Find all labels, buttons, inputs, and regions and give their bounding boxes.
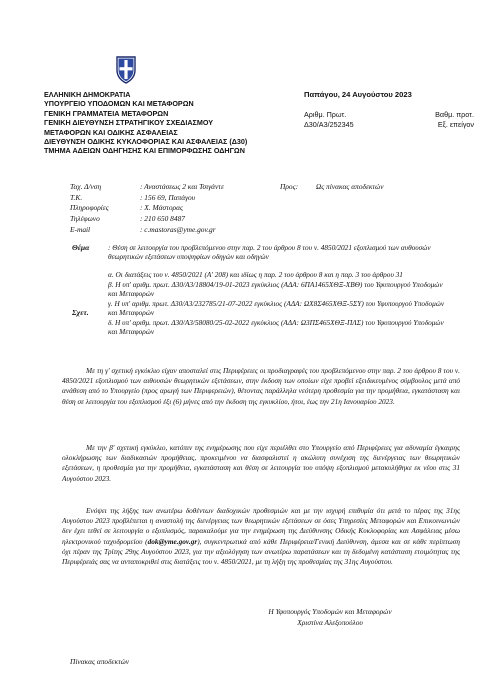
body-paragraph-2: Με την β' σχετική εγκύκλιο, κατόπιν της ενημέρωσης που είχε περιέλθει στο Υπουργείο από Περιφέρειες για αδυναμία έγκαιρης ολοκλήρωσης των διαδικασιών προμήθειας, προκειμένου να διασφαλιστεί η ακώλυτη συνέχιση της διενέργειας των θεωρητικών εξετάσεων, η προθεσμία για την προμήθεια, εγκατάσταση και θέση σε λειτουργία του υπόψη εξοπλισμού μετακυλήθηκε εκ νέου στις 31 Αυγούστου 2023. xyxy=(62,443,460,483)
reference-block xyxy=(304,110,474,130)
related-item: β. Η υπ' αριθμ. πρωτ. Δ30/Α3/18804/19-01-2023 εγκύκλιος (ΑΔΑ: 6ΠΑ1465ΧΘΞ-ΧΒΘ) του Υφυπουργού Υποδομών και Μεταφορών xyxy=(108,279,443,298)
ministry-line: ΓΕΝΙΚΗ ΔΙΕΥΘΥΝΣΗ ΣΤΡΑΤΗΓΙΚΟΥ ΣΧΕΔΙΑΣΜΟΥ xyxy=(44,118,213,128)
paragraph-text: ), συγκεντρωτικά από κάθε Περιφέρεια/Γενική Διεύθυνση, άμεσα και σε κάθε περίπτωση όχι πέραν της Τρίτης 29ης Αυγούστου 2023, για την αξιολόγηση των ανωτέρω παρατάσεων και τη δεδομένη κατάσταση ετοιμότητας της Περιφέρειάς σας να ανταποκριθεί στις διατάξεις του ν. 4850/2021, με τη λήξη της προθεσμίας της 31ης Αυγούστου. xyxy=(62,536,461,567)
contact-key: Ταχ. Δ/νση xyxy=(70,182,102,191)
protocol-label: Αριθμ. Πρωτ. xyxy=(304,110,347,119)
signature-block xyxy=(210,607,450,628)
ministry-line: ΥΠΟΥΡΓΕΙΟ ΥΠΟΔΟΜΩΝ ΚΑΙ ΜΕΤΑΦΟΡΩΝ xyxy=(44,99,194,109)
document-date: Παπάγου, 24 Αυγούστου 2023 xyxy=(304,90,412,99)
contact-key: Τηλέφωνο xyxy=(70,214,100,224)
subject-text: : Θέση σε λειτουργία του προβλεπόμενου στην παρ. 2 του άρθρου 8 του ν. 4850/2021 εξοπλισμού των αυθουσών θεωρητικών εξετάσεων υποψηφίων οδηγών και οδηγών xyxy=(108,243,431,262)
contact-row xyxy=(70,225,330,236)
related-item: δ. Η υπ' αριθμ. πρωτ. Δ30/Α3/58080/25-02-2022 εγκύκλιος (ΑΔΑ: Ω3ΠΣ465ΧΘΞ-ΠΛΣ) του Υφυπουργού Υποδομών και Μεταφορών xyxy=(108,317,444,336)
related-item: γ. Η υπ' αριθμ. πρωτ. Δ30/Α3/232785/21-07-2022 εγκύκλιος (ΑΔΑ: ΩΧ8Σ465ΧΘΞ-5ΣΥ) του Υφυπουργού Υποδομών και Μεταφορών xyxy=(108,298,445,317)
ministry-header xyxy=(44,90,294,156)
paragraph-text: Ενόψει της λήξης των ανωτέρω δοθέντων διαδοχικών προθεσμιών και με την ισχυρή επιθυμία ότι μετά το πέρας της 31ης Αυγούστου 2023 προβλέπεται η αναστολή της διενέργειας των θεωρητικών εξετάσεων σε όσες Υπηρεσίες Μεταφορών και Επικοινωνιών δεν έχει τεθεί σε λειτουργία ο εξοπλισμός, παρακαλούμε για την ενημέρωση της Διεύθυνσης Οδικής Κυκλοφορίας και Ασφάλειας μέσω ηλεκτρονικού ταχυδρομείου ( xyxy=(62,506,460,546)
recipients-table-label: Πίνακας αποδεκτών xyxy=(70,657,130,666)
contact-value: : Αναστάσεως 2 και Τσιγάντε xyxy=(140,182,224,191)
related-item: α. Οι διατάξεις του ν. 4850/2021 (Α' 208) και ιδίως η παρ. 2 του άρθρου 8 και η παρ. 3 του άρθρου 31 xyxy=(108,270,403,279)
ministry-line: ΜΕΤΑΦΟΡΩΝ ΚΑΙ ΟΔΙΚΗΣ ΑΣΦΑΛΕΙΑΣ xyxy=(44,127,178,137)
related-list xyxy=(108,270,453,336)
contact-value: : 156 69, Παπάγου xyxy=(140,192,196,202)
ministry-line: ΤΜΗΜΑ ΑΔΕΙΩΝ ΟΔΗΓΗΣΗΣ ΚΑΙ ΕΠΙΜΟΡΦΩΣΗΣ ΟΔΗΓΩΝ xyxy=(44,146,245,156)
recipient-value: Ως πίνακας αποδεκτών xyxy=(315,182,384,191)
contact-row xyxy=(70,203,330,214)
contact-key: Τ.Κ. xyxy=(70,192,83,202)
signatory-title: Η Υφυπουργός Υποδομών και Μεταφορών xyxy=(268,607,392,616)
ministry-line: ΕΛΛΗΝΙΚΗ ΔΗΜΟΚΡΑΤΙΑ xyxy=(44,90,131,99)
protocol-row xyxy=(304,110,474,120)
subject-label: Θέμα xyxy=(72,243,90,252)
contact-row xyxy=(70,193,330,204)
ministry-line: ΓΕΝΙΚΗ ΓΡΑΜΜΑΤΕΙΑ ΜΕΤΑΦΟΡΩΝ xyxy=(44,108,169,118)
body-paragraph-3 xyxy=(62,506,460,567)
related-label: Σχετ. xyxy=(72,308,89,317)
protocol-values-row xyxy=(304,120,474,130)
contact-key: E-mail xyxy=(70,224,91,234)
priority-label: Βαθμ. προτ. xyxy=(435,110,474,119)
recipient-block xyxy=(280,182,384,191)
contact-value: : Χ. Μάστορας xyxy=(140,203,183,213)
dok-email-link[interactable]: dok@yme.gov.gr xyxy=(147,536,198,546)
priority-value: Εξ. επείγον xyxy=(437,120,474,129)
protocol-value: Δ30/Α3/252345 xyxy=(304,120,354,129)
ministry-line: ΔΙΕΥΘΥΝΣΗ ΟΔΙΚΗΣ ΚΥΚΛΟΦΟΡΙΑΣ ΚΑΙ ΑΣΦΑΛΕΙΑΣ (Δ30) xyxy=(44,137,248,147)
contact-email[interactable]: : c.mastoras@yme.gov.gr xyxy=(140,224,216,234)
hellenic-emblem-icon xyxy=(115,56,137,84)
recipient-label: Προς: xyxy=(280,182,299,191)
signatory-name: Χριστίνα Αλεξοπούλου xyxy=(297,617,363,627)
body-paragraph-1: Με τη γ' σχετική εγκύκλιο είχαν αποσταλεί στις Περιφέρειες οι προδιαγραφές του προβλεπόμενου στην παρ. 2 του άρθρου 8 του ν. 4850/2021 εξοπλισμού των αιθουσών θεωρητικών εξετάσεων, στην έκδοση των οποίων είχε προβεί εξειδικευμένος σύμβουλος μετά από ανάθεση από το Υπουργείο (προς αρωγή των Περιφερειών), θέτοντας παράλληλα νεότερη προθεσμία για την προμήθεια, εγκατάσταση και θέση σε λειτουργία του εξοπλισμού έξι (6) μήνες από την έκδοση της εγκυκλίου, ήτοι, έως την 21η Ιανουαρίου 2023. xyxy=(62,366,460,406)
contact-row xyxy=(70,214,330,225)
contact-key: Πληροφορίες xyxy=(70,203,109,213)
contact-value: : 210 650 8487 xyxy=(140,214,185,224)
